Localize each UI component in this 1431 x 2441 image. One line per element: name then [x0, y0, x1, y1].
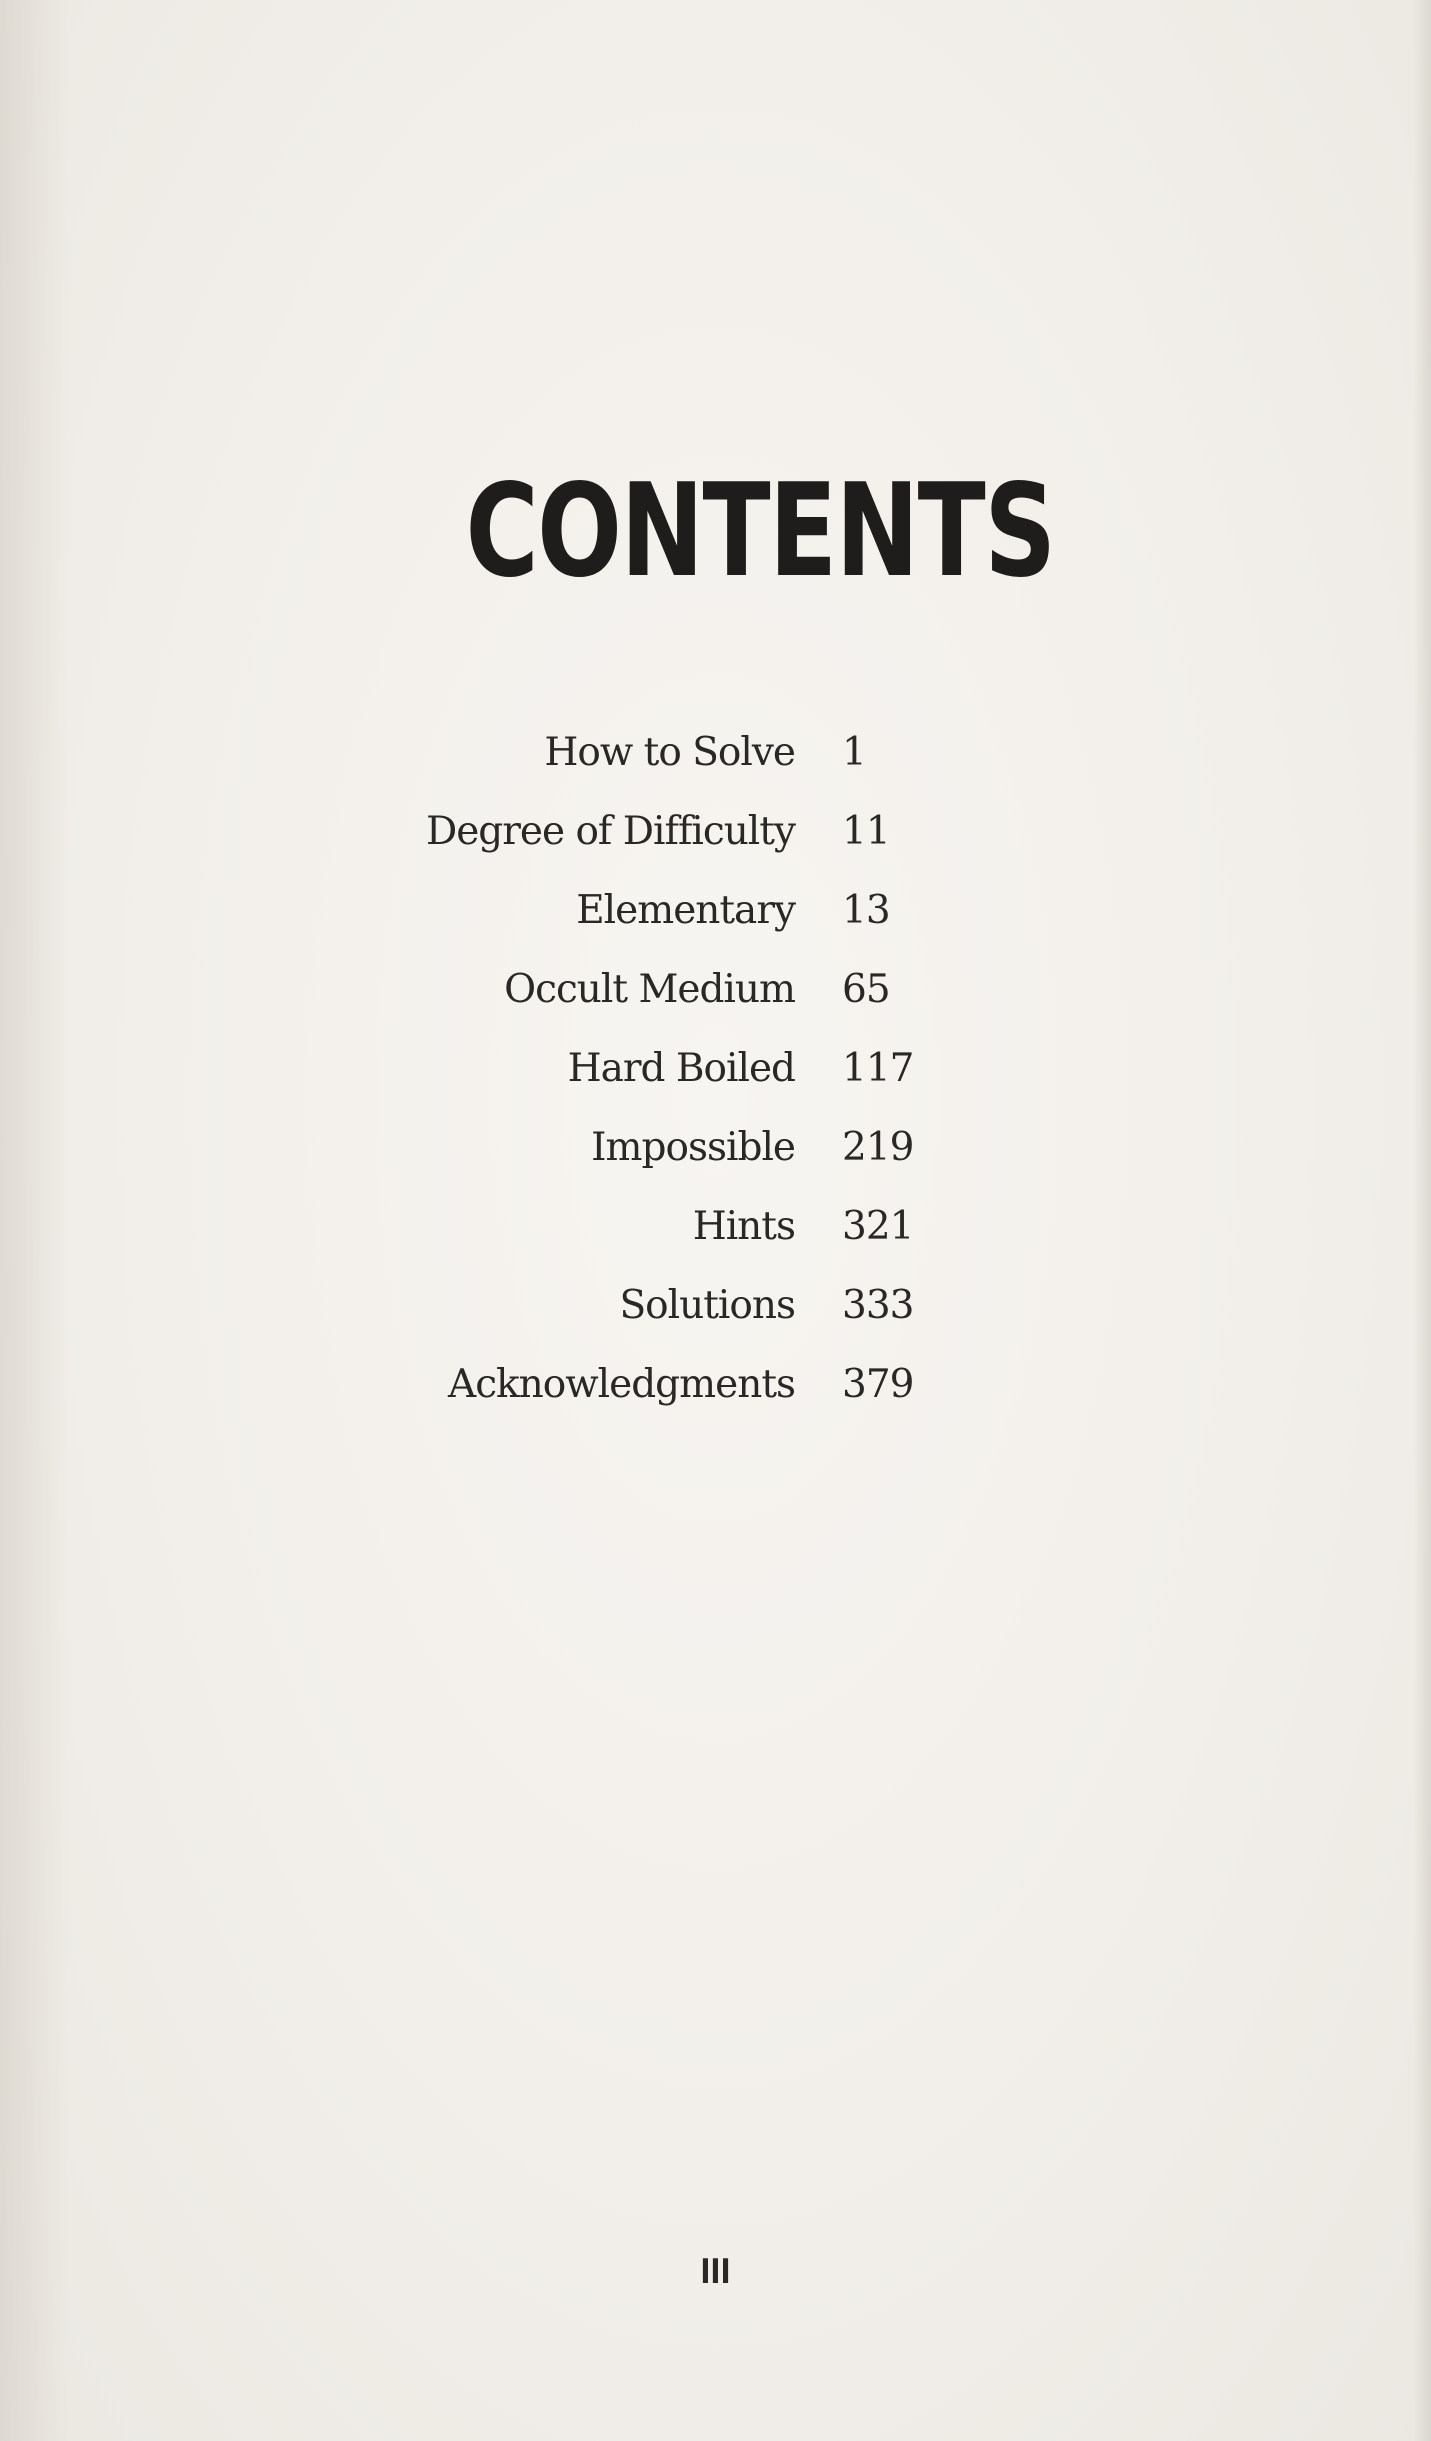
- toc-entry-page-number: 321: [842, 1204, 914, 1249]
- toc-entry-label: How to Solve: [544, 730, 795, 775]
- toc-entry-page-number: 11: [842, 809, 890, 854]
- page-number-folio: III: [700, 2252, 731, 2292]
- toc-entry: [0, 797, 1431, 876]
- toc-entry-label: Elementary: [576, 888, 795, 933]
- toc-entry-page-number: 333: [842, 1283, 914, 1328]
- toc-entry-label: Hard Boiled: [567, 1046, 795, 1091]
- toc-entry-label: Occult Medium: [504, 967, 795, 1012]
- toc-entry: [0, 1192, 1431, 1271]
- toc-entry: [0, 1350, 1431, 1429]
- toc-entry: [0, 718, 1431, 797]
- toc-entry: [0, 1034, 1431, 1113]
- page-title: CONTENTS: [465, 457, 1055, 606]
- toc-entry-label: Hints: [692, 1204, 795, 1249]
- toc-entry: [0, 1271, 1431, 1350]
- toc-entry: [0, 955, 1431, 1034]
- toc-entry-page-number: 1: [842, 730, 866, 775]
- toc-entry: [0, 1113, 1431, 1192]
- toc-entry-label: Acknowledgments: [448, 1362, 795, 1407]
- toc-entry-page-number: 65: [842, 967, 890, 1012]
- toc-entry-page-number: 219: [842, 1125, 914, 1170]
- toc-entry-page-number: 117: [842, 1046, 914, 1091]
- toc-entry-page-number: 13: [842, 888, 890, 933]
- toc-entry-page-number: 379: [842, 1362, 914, 1407]
- toc-entry-label: Solutions: [619, 1283, 795, 1328]
- toc-entry: [0, 876, 1431, 955]
- toc-entry-label: Impossible: [591, 1125, 795, 1170]
- toc-entry-label: Degree of Difficulty: [425, 809, 795, 854]
